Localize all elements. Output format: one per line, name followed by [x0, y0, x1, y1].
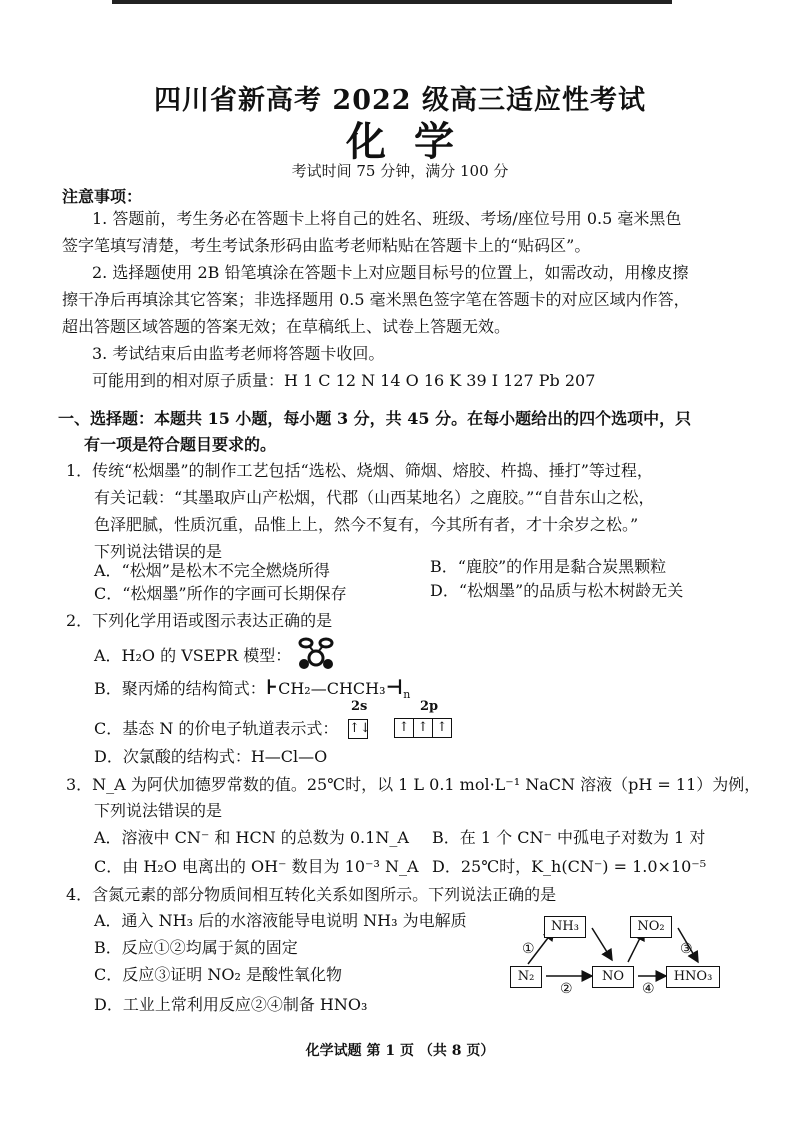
q2-stem: 2．下列化学用语或图示表达正确的是 — [66, 611, 333, 630]
q3-option-c: C．由 H₂O 电离出的 OH⁻ 数目为 10⁻³ N_A — [94, 857, 419, 876]
vsepr-model-icon — [292, 632, 340, 672]
q1-stem-2: 有关记载：“其墨取庐山产松烟，代郡（山西某地名）之鹿胶。”“自昔东山之松， — [94, 488, 655, 507]
orbital-2p-cell-2: ↑ — [414, 718, 433, 738]
node-n2: N₂ — [510, 966, 542, 988]
reaction-4-label: ④ — [642, 981, 655, 997]
q3-option-a: A．溶液中 CN⁻ 和 HCN 的总数为 0.1N_A — [94, 828, 409, 847]
q1-option-a: A．“松烟”是松木不完全燃烧所得 — [94, 561, 330, 580]
section1-line-1: 一、选择题：本题共 15 小题，每小题 3 分，共 45 分。在每小题给出的四个选项中，只 — [58, 409, 692, 428]
q1-option-d: D．“松烟墨”的品质与松木树龄无关 — [430, 581, 684, 600]
q3-stem-2: 下列说法错误的是 — [94, 801, 223, 820]
orbital-2s-box — [348, 718, 371, 739]
q2-option-a-label: A．H₂O 的 VSEPR 模型： — [94, 646, 292, 665]
page-footer: 化学试题 第 1 页 （共 8 页） — [305, 1043, 495, 1059]
notice-line-5: 超出答题区域答题的答案无效；在草稿纸上、试卷上答题无效。 — [62, 317, 511, 336]
q2-option-b-formula: CH₂—CHCH₃ — [278, 679, 386, 698]
q4-option-d: D．工业上常利用反应②④制备 HNO₃ — [94, 995, 368, 1014]
reaction-3-label: ③ — [680, 941, 693, 957]
orbital-2p-cell-1: ↑ — [394, 718, 414, 738]
notice-line-1: 1. 答题前，考生务必在答题卡上将自己的姓名、班级、考场/座位号用 0.5 毫米黑色 — [92, 209, 682, 228]
q1-stem-4: 下列说法错误的是 — [94, 542, 223, 561]
node-nh3: NH₃ — [544, 916, 586, 938]
exam-time: 考试时间 75 分钟，满分 100 分 — [291, 162, 509, 180]
q4-stem: 4．含氮元素的部分物质间相互转化关系如图所示。下列说法正确的是 — [66, 885, 557, 904]
q2-option-a — [94, 645, 291, 667]
notice-line-4: 擦干净后再填涂其它答案；非选择题用 0.5 毫米黑色签字笔在答题卡的对应区域内作答， — [62, 290, 690, 309]
subject-title: 化学 — [346, 118, 482, 165]
q2-option-c — [94, 718, 338, 740]
notice-heading: 注意事项： — [62, 187, 143, 206]
node-hno3: HNO₃ — [666, 966, 720, 988]
top-border — [112, 0, 672, 4]
q1-option-c: C．“松烟墨”所作的字画可长期保存 — [94, 584, 347, 603]
orbital-2s-cell: ↑↓ — [348, 719, 368, 739]
q4-option-c: C．反应③证明 NO₂ 是酸性氧化物 — [94, 965, 342, 984]
polymer-bracket-left-icon: ⊦ — [265, 675, 279, 699]
q2-option-c-label: C．基态 N 的价电子轨道表示式： — [94, 719, 339, 738]
orbital-2p-cell-3: ↑ — [433, 718, 452, 738]
reaction-1-label: ① — [522, 941, 535, 957]
notice-line-6: 3. 考试结束后由监考老师将答题卡收回。 — [92, 344, 385, 363]
q2-option-b-n: n — [403, 688, 411, 702]
polymer-bracket-right-icon: ⊣ — [385, 675, 404, 699]
orbital-2p-boxes — [394, 718, 452, 738]
atomic-mass-line: 可能用到的相对原子质量：H 1 C 12 N 14 O 16 K 39 I 127 Pb 207 — [92, 371, 596, 390]
reaction-2-label: ② — [560, 981, 573, 997]
q1-stem-1: 1．传统“松烟墨”的制作工艺包括“选松、烧烟、筛烟、熔胶、杵捣、捶打”等过程， — [66, 461, 653, 480]
notice-line-3: 2. 选择题使用 2B 铅笔填涂在答题卡上对应题目标号的位置上，如需改动，用橡皮擦 — [92, 263, 689, 282]
q4-option-b: B．反应①②均属于氮的固定 — [94, 938, 298, 957]
exam-title: 四川省新高考 2022 级高三适应性考试 — [154, 85, 646, 116]
section1-line-2: 有一项是符合题目要求的。 — [84, 435, 277, 454]
q3-option-b: B．在 1 个 CN⁻ 中孤电子对数为 1 对 — [432, 828, 706, 847]
q2-option-b-label: B．聚丙烯的结构简式： — [94, 679, 266, 698]
q2-orbital-2p-label: 2p — [420, 699, 439, 714]
q1-stem-3: 色泽肥腻，性质沉重，品惟上上，然今不复有，今其所有者，才十余岁之松。” — [94, 515, 639, 534]
q3-stem-1: 3．N_A 为阿伏加德罗常数的值。25℃时，以 1 L 0.1 mol·L⁻¹ NaCN 溶液（pH = 11）为例， — [66, 775, 761, 794]
q1-option-b: B．“鹿胶”的作用是黏合炭黑颗粒 — [430, 557, 667, 576]
notice-line-2: 签字笔填写清楚，考生考试条形码由监考老师粘贴在答题卡上的“贴码区”。 — [62, 236, 591, 255]
q4-option-a: A．通入 NH₃ 后的水溶液能导电说明 NH₃ 为电解质 — [94, 911, 467, 930]
node-no: NO — [592, 966, 634, 988]
node-no2: NO₂ — [630, 916, 672, 938]
q2-option-d: D．次氯酸的结构式：H—Cl—O — [94, 747, 328, 766]
q2-orbital-2s-label: 2s — [351, 699, 368, 714]
q3-option-d: D．25℃时，K_h(CN⁻) = 1.0×10⁻⁵ — [432, 857, 707, 876]
